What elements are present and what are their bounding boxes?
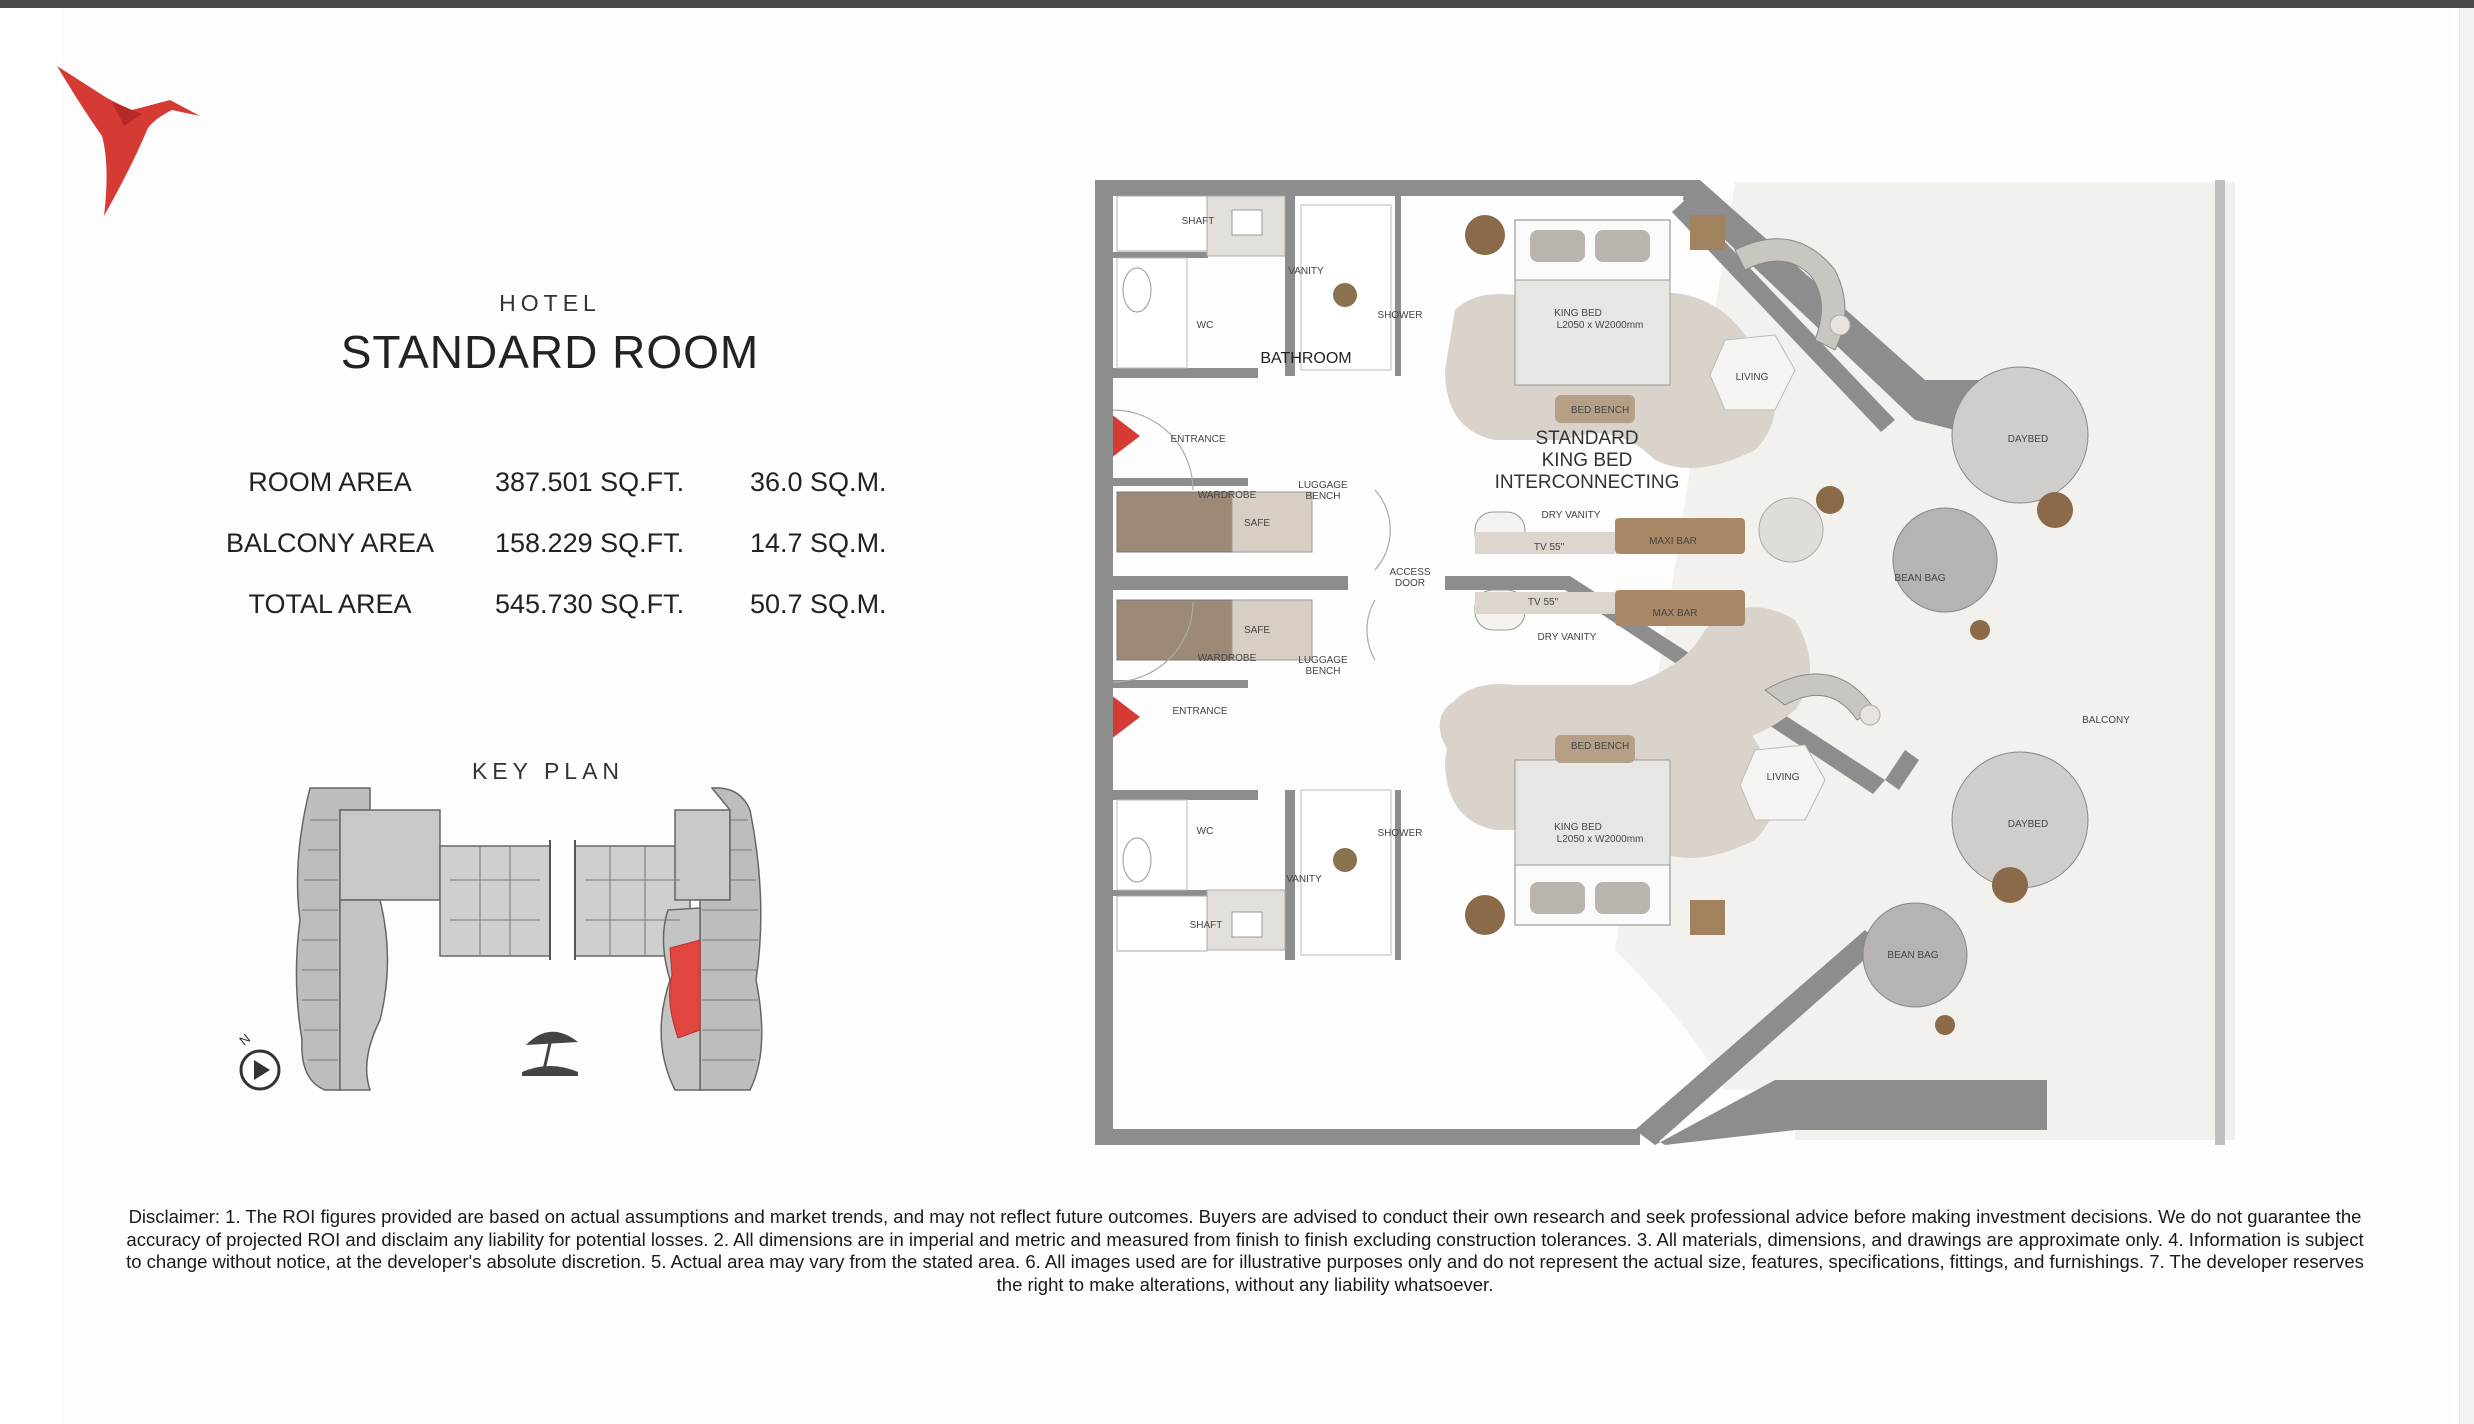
luggage-bench-label: LUGGAGE BENCH [1298,655,1348,677]
wardrobe-label: WARDROBE [1197,653,1257,664]
daybed-label: DAYBED [2007,434,2049,445]
shaft-label: SHAFT [1181,216,1215,227]
entrance-label: ENTRANCE [1172,706,1228,717]
living-label: LIVING [1735,372,1769,383]
entrance-label: ENTRANCE [1170,434,1226,445]
shower-label: SHOWER [1377,828,1423,839]
wc-label: WC [1196,320,1214,331]
title-block [300,290,800,379]
area-sqft: 545.730 SQ.FT. [495,589,685,619]
luggage-bench-label: LUGGAGE BENCH [1298,480,1348,502]
top-border [0,0,2474,8]
living-label: LIVING [1766,772,1800,783]
safe-label: SAFE [1243,625,1271,636]
bed-bench-label: BED BENCH [1570,405,1630,416]
room-type-label-3: INTERCONNECTING [1494,472,1680,493]
bean-bag-label: BEAN BAG [1894,573,1946,584]
category-label: HOTEL [499,290,601,316]
area-label: BALCONY AREA [225,528,435,558]
maxi-bar-label: MAXI BAR [1649,536,1697,547]
access-door-label [1389,567,1430,589]
key-plan-title: KEY PLAN [471,758,625,784]
area-sqm: 36.0 SQ.M. [750,467,887,497]
area-label: ROOM AREA [248,467,412,497]
dry-vanity-label: DRY VANITY [1541,510,1601,521]
wc-label: WC [1196,826,1214,837]
king-bed-label: KING BED [1554,308,1602,319]
area-row [200,513,920,574]
area-sqm: 14.7 SQ.M. [750,528,887,558]
king-bed-label: KING BED [1554,822,1602,833]
king-bed-size-label: L2050 x W2000mm [1556,834,1644,845]
access-door-text: ACCESS [1389,567,1431,578]
key-plan-diagram [230,780,830,1100]
dry-vanity-label: DRY VANITY [1537,632,1597,643]
access-door-text: DOOR [1395,578,1425,589]
disclaimer-text: Disclaimer: 1. The ROI figures provided are based on actual assumptions and market trends, and may not reflect future outcomes. Buyers are advised to conduct their own research and seek professional advice before making investment decisions. We do not guarantee the accuracy of projected ROI and disclaim any liability for potential losses. 2. All dimensions are in imperial and metric and measured from finish to finish excluding construction tolerances. 3. All materials, dimensions, and drawings are approximate only. 4. Information is subject to change without notice, at the developer's absolute discretion. 5. Actual area may vary from the stated area. 6. All images used are for illustrative purposes only and do not represent the actual size, features, specifications, fittings, and furnishings. 7. The developer reserves the right to make alterations, without any liability whatsoever. [126,1206,2364,1295]
north-label: N [236,1030,254,1049]
area-sqm: 50.7 SQ.M. [750,589,887,619]
tv-label: TV 55" [1527,597,1559,608]
viewer-scrollbar[interactable] [2459,8,2474,1424]
balcony-label: BALCONY [2082,715,2130,726]
king-bed-size-label: L2050 x W2000mm [1556,320,1644,331]
shower-label: SHOWER [1377,310,1423,321]
north-compass-icon [236,1031,279,1089]
beach-umbrella-icon [522,1032,578,1076]
area-label: TOTAL AREA [248,589,412,619]
hummingbird-logo [52,58,202,218]
room-type-label-1: STANDARD [1535,428,1639,449]
area-row [200,452,920,513]
room-type-label-2: KING BED [1541,450,1633,471]
floor-plan-drawing [1095,170,2265,1160]
bed-bench-label: BED BENCH [1570,741,1630,752]
area-row [200,574,920,635]
bathroom-label: BATHROOM [1260,350,1352,367]
tv-label: TV 55" [1533,542,1565,553]
area-table [200,452,920,635]
vanity-label: VANITY [1288,266,1324,277]
vanity-label: VANITY [1286,874,1322,885]
shaft-label: SHAFT [1189,920,1223,931]
safe-label: SAFE [1243,518,1271,529]
bean-bag-label: BEAN BAG [1887,950,1939,961]
page-title: STANDARD ROOM [340,326,760,378]
daybed-label: DAYBED [2007,819,2049,830]
area-sqft: 387.501 SQ.FT. [495,467,685,497]
max-bar-label: MAX BAR [1652,608,1698,619]
area-sqft: 158.229 SQ.FT. [495,528,685,558]
wardrobe-label: WARDROBE [1197,490,1257,501]
